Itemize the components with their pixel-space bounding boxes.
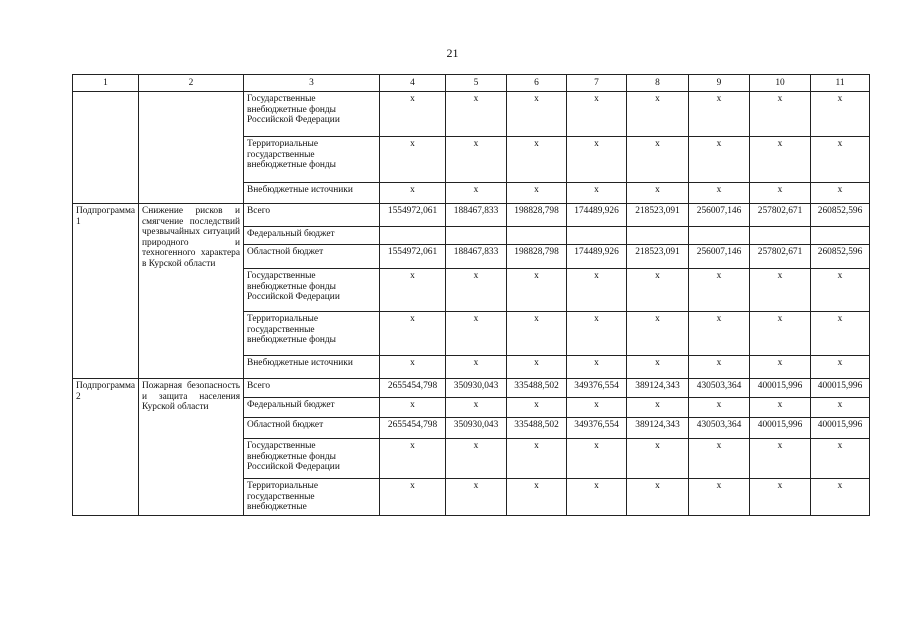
header-cell: 6 (507, 75, 567, 92)
value-cell: 2655454,798 (380, 418, 446, 439)
value-cell: x (627, 137, 689, 183)
value-cell: x (750, 92, 811, 137)
value-cell: x (380, 137, 446, 183)
value-cell: x (567, 398, 627, 418)
value-cell: x (627, 439, 689, 479)
funding-source: Федеральный бюджет (244, 398, 380, 418)
header-cell: 11 (811, 75, 870, 92)
value-cell: x (380, 479, 446, 516)
subprogram-name: Снижение рисков и смягчение последствий чрезвычайных ситуаций природного и техногенного характера в Курской области (139, 204, 244, 379)
value-cell: x (446, 269, 507, 312)
value-cell: x (627, 269, 689, 312)
value-cell: 188467,833 (446, 204, 507, 227)
value-cell: x (627, 92, 689, 137)
value-cell: x (811, 479, 870, 516)
value-cell: x (689, 183, 750, 204)
value-cell: x (689, 137, 750, 183)
value-cell: 174489,926 (567, 245, 627, 269)
value-cell: x (811, 92, 870, 137)
table-row (73, 379, 870, 398)
value-cell: x (380, 439, 446, 479)
value-cell: x (689, 398, 750, 418)
value-cell: 389124,343 (627, 418, 689, 439)
header-cell: 10 (750, 75, 811, 92)
header-row (73, 75, 870, 92)
value-cell: x (627, 479, 689, 516)
value-cell: x (567, 269, 627, 312)
value-cell: 256007,146 (689, 245, 750, 269)
value-cell (689, 227, 750, 245)
value-cell: 198828,798 (507, 245, 567, 269)
value-cell: 335488,502 (507, 379, 567, 398)
value-cell: x (507, 398, 567, 418)
value-cell: 400015,996 (811, 379, 870, 398)
value-cell: x (446, 398, 507, 418)
value-cell: 218523,091 (627, 204, 689, 227)
value-cell: x (627, 398, 689, 418)
value-cell: x (689, 92, 750, 137)
value-cell: x (750, 356, 811, 379)
subprogram-name-empty (139, 92, 244, 204)
value-cell: x (811, 439, 870, 479)
page-number: 21 (446, 46, 459, 60)
value-cell: x (507, 92, 567, 137)
funding-source: Государственные внебюджетные фонды Российской Федерации (244, 439, 380, 479)
funding-source: Территориальные государственные внебюджетные фонды (244, 137, 380, 183)
value-cell: 349376,554 (567, 379, 627, 398)
value-cell (567, 227, 627, 245)
funding-source: Всего (244, 204, 380, 227)
value-cell: x (689, 479, 750, 516)
value-cell: x (567, 183, 627, 204)
value-cell: x (689, 269, 750, 312)
value-cell: 430503,364 (689, 379, 750, 398)
value-cell: 389124,343 (627, 379, 689, 398)
value-cell: x (689, 356, 750, 379)
value-cell: 350930,043 (446, 418, 507, 439)
table-row (73, 92, 870, 137)
value-cell: x (811, 356, 870, 379)
funding-table (72, 74, 870, 516)
value-cell (446, 227, 507, 245)
value-cell: x (446, 439, 507, 479)
value-cell: 257802,671 (750, 204, 811, 227)
value-cell: x (507, 312, 567, 356)
funding-source: Федеральный бюджет (244, 227, 380, 245)
value-cell: x (811, 398, 870, 418)
value-cell: x (567, 439, 627, 479)
value-cell: x (750, 269, 811, 312)
value-cell: 257802,671 (750, 245, 811, 269)
header-cell: 5 (446, 75, 507, 92)
value-cell: x (567, 356, 627, 379)
value-cell: x (567, 312, 627, 356)
value-cell (811, 227, 870, 245)
value-cell: x (811, 269, 870, 312)
value-cell: 1554972,061 (380, 245, 446, 269)
value-cell: 400015,996 (811, 418, 870, 439)
value-cell (380, 227, 446, 245)
table-row (73, 204, 870, 227)
value-cell: x (380, 356, 446, 379)
value-cell: x (380, 92, 446, 137)
funding-source: Всего (244, 379, 380, 398)
header-cell: 7 (567, 75, 627, 92)
header-cell: 9 (689, 75, 750, 92)
value-cell: x (689, 312, 750, 356)
value-cell: x (380, 183, 446, 204)
value-cell: 260852,596 (811, 245, 870, 269)
header-cell: 4 (380, 75, 446, 92)
subprogram-label-empty (73, 92, 139, 204)
value-cell: x (446, 479, 507, 516)
funding-source: Территориальные государственные внебюджетные фонды (244, 312, 380, 356)
value-cell: x (689, 439, 750, 479)
value-cell: x (811, 183, 870, 204)
value-cell: 349376,554 (567, 418, 627, 439)
value-cell: x (507, 479, 567, 516)
value-cell (507, 227, 567, 245)
value-cell: x (811, 137, 870, 183)
value-cell: x (750, 137, 811, 183)
value-cell: 335488,502 (507, 418, 567, 439)
value-cell: x (750, 439, 811, 479)
value-cell (627, 227, 689, 245)
funding-source: Территориальные государственные внебюджетные (244, 479, 380, 516)
funding-source: Областной бюджет (244, 245, 380, 269)
header-cell: 8 (627, 75, 689, 92)
header-cell: 2 (139, 75, 244, 92)
subprogram-name: Пожарная безопасность и защита населения Курской области (139, 379, 244, 516)
value-cell: 174489,926 (567, 204, 627, 227)
funding-source: Государственные внебюджетные фонды Российской Федерации (244, 92, 380, 137)
value-cell: x (380, 269, 446, 312)
value-cell: 430503,364 (689, 418, 750, 439)
funding-source: Внебюджетные источники (244, 183, 380, 204)
value-cell: x (750, 398, 811, 418)
value-cell: x (567, 137, 627, 183)
value-cell: x (567, 92, 627, 137)
funding-source: Государственные внебюджетные фонды Российской Федерации (244, 269, 380, 312)
value-cell: x (507, 183, 567, 204)
value-cell: x (750, 183, 811, 204)
value-cell: 350930,043 (446, 379, 507, 398)
value-cell: x (750, 479, 811, 516)
header-cell: 3 (244, 75, 380, 92)
value-cell: 400015,996 (750, 418, 811, 439)
subprogram-label: Подпрограмма 2 (73, 379, 139, 516)
value-cell: x (811, 312, 870, 356)
header-cell: 1 (73, 75, 139, 92)
value-cell (750, 227, 811, 245)
value-cell: x (446, 137, 507, 183)
value-cell: x (380, 312, 446, 356)
value-cell: 188467,833 (446, 245, 507, 269)
value-cell: x (567, 479, 627, 516)
funding-source: Областной бюджет (244, 418, 380, 439)
value-cell: x (380, 398, 446, 418)
value-cell: 400015,996 (750, 379, 811, 398)
value-cell: 260852,596 (811, 204, 870, 227)
value-cell: 2655454,798 (380, 379, 446, 398)
value-cell: x (446, 356, 507, 379)
value-cell: 198828,798 (507, 204, 567, 227)
value-cell: x (507, 356, 567, 379)
value-cell: x (507, 439, 567, 479)
value-cell: x (446, 92, 507, 137)
subprogram-label: Подпрограмма 1 (73, 204, 139, 379)
value-cell: x (750, 312, 811, 356)
value-cell: 256007,146 (689, 204, 750, 227)
funding-source: Внебюджетные источники (244, 356, 380, 379)
value-cell: x (627, 356, 689, 379)
value-cell: x (446, 312, 507, 356)
value-cell: x (446, 183, 507, 204)
value-cell: 218523,091 (627, 245, 689, 269)
value-cell: x (507, 269, 567, 312)
value-cell: x (507, 137, 567, 183)
value-cell: x (627, 183, 689, 204)
value-cell: 1554972,061 (380, 204, 446, 227)
value-cell: x (627, 312, 689, 356)
